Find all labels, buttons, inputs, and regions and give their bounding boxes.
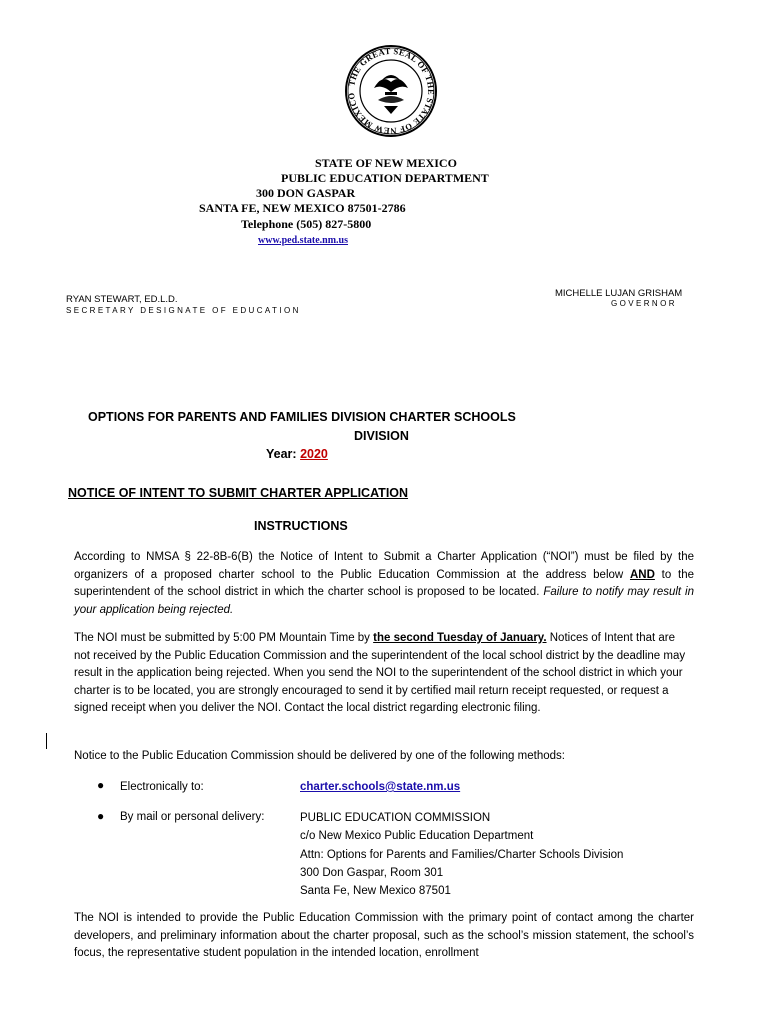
paragraph-noi-purpose: The NOI is intended to provide the Public Education Commission with the primary point of contact among the charter developers, and preliminary information about the charter proposal, such as the school’s mission statement, the school’s focus, the representative student population in the intended location, enrollment	[74, 912, 694, 959]
bullet-icon: ●	[97, 809, 105, 823]
secretary-name: RYAN STEWART, ED.L.D.	[66, 294, 178, 305]
para2-deadline: the second Tuesday of January.	[373, 632, 547, 644]
mail-label: By mail or personal delivery:	[120, 811, 265, 823]
address-line: c/o New Mexico Public Education Department	[300, 830, 534, 842]
letterhead-department: PUBLIC EDUCATION DEPARTMENT	[281, 171, 489, 185]
secretary-title: SECRETARY DESIGNATE OF EDUCATION	[66, 306, 301, 315]
bullet-icon: ●	[97, 778, 105, 792]
division-title-line2: DIVISION	[354, 429, 409, 443]
paragraph-methods: Notice to the Public Education Commission should be delivered by one of the following methods:	[74, 750, 565, 762]
seal-text: THE GREAT SEAL OF THE STATE OF NEW MEXICO	[345, 45, 437, 137]
notice-heading: NOTICE OF INTENT TO SUBMIT CHARTER APPLICATION	[68, 486, 409, 500]
state-seal-logo	[344, 44, 438, 138]
letterhead-street: 300 DON GASPAR	[256, 186, 356, 200]
para1-warning: Failure to notify may result in your application being rejected.	[74, 586, 694, 616]
year-value: 2020	[300, 447, 328, 461]
year-line	[266, 447, 328, 461]
letterhead-state: STATE OF NEW MEXICO	[315, 156, 457, 170]
para1-text-b: to the superintendent of the school district in which the charter school is proposed to be located.	[74, 568, 694, 598]
division-title: OPTIONS FOR PARENTS AND FAMILIES DIVISION CHARTER SCHOOLS	[88, 410, 516, 424]
address-line: Santa Fe, New Mexico 87501	[300, 885, 451, 897]
letterhead-telephone: Telephone (505) 827-5800	[241, 217, 372, 231]
governor-title: GOVERNOR	[611, 299, 677, 308]
text-cursor	[46, 733, 47, 749]
para2-text-b: Notices of Intent that are not received by the Public Education Commission and the superintendent of the local school district by the deadline may result in the application being rejected. When you send the NOI to the superintendent of the school district in which your charter is to be located, you are strongly encouraged to send it by certified mail return receipt requested, or request a signed receipt when you deliver the NOI. Contact the local district regarding electronic filing.	[74, 632, 686, 714]
address-line: Attn: Options for Parents and Families/Charter Schools Division	[300, 849, 624, 861]
paragraph-filing	[74, 549, 694, 619]
year-label: Year:	[266, 447, 297, 461]
para1-and: AND	[629, 568, 655, 581]
letterhead-city: SANTA FE, NEW MEXICO 87501-2786	[199, 201, 406, 215]
para1-text: According to NMSA § 22-8B-6(B) the Notice of Intent to Submit a Charter Application (“NOI”) must be filed by the organizers of a proposed charter school to the Public Education Commission at the address below	[74, 551, 694, 581]
electronic-label: Electronically to:	[120, 781, 204, 793]
governor-name: MICHELLE LUJAN GRISHAM	[555, 288, 683, 299]
address-line: 300 Don Gaspar, Room 301	[300, 867, 444, 879]
email-link[interactable]: charter.schools@state.nm.us	[300, 781, 461, 793]
website-link[interactable]: www.ped.state.nm.us	[258, 235, 349, 246]
instructions-heading: INSTRUCTIONS	[254, 519, 348, 533]
paragraph-deadline	[74, 630, 694, 718]
address-line: PUBLIC EDUCATION COMMISSION	[300, 812, 491, 824]
para2-text: The NOI must be submitted by 5:00 PM Mountain Time by	[74, 632, 374, 644]
